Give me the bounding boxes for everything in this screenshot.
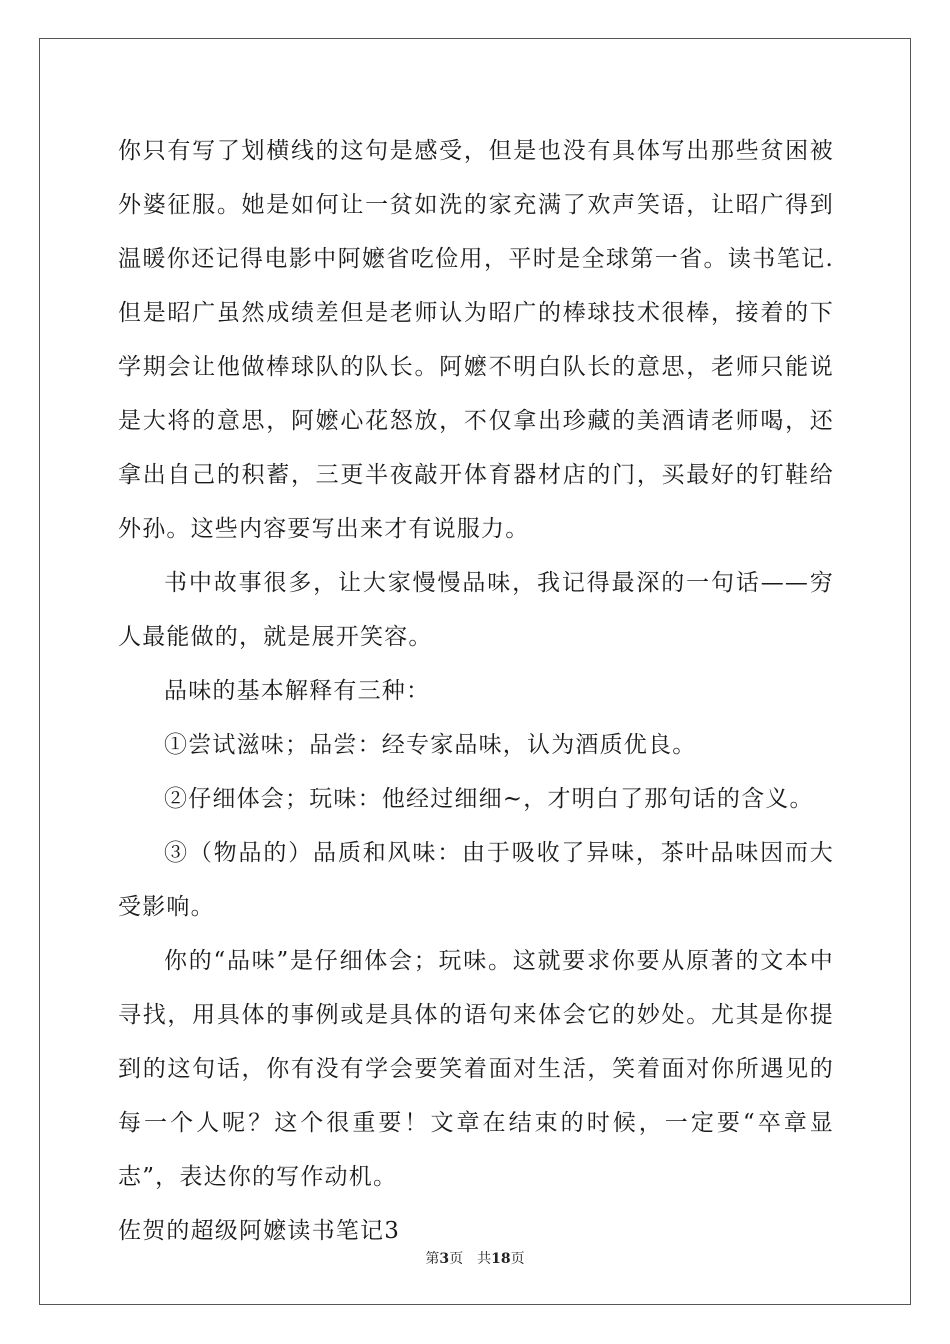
page-suffix: 页 xyxy=(449,1251,464,1267)
paragraph-3: 品味的基本解释有三种： xyxy=(164,678,431,704)
total-suffix: 页 xyxy=(510,1251,525,1267)
total-pages: 18 xyxy=(491,1251,511,1267)
paragraph-1: 你只有写了划横线的这句是感受，但是也没有具体写出那些贫困被外婆征服。她是如何让一贫如洗的家充满了欢声笑语，让昭广得到温暖你还记得电影中阿嬷省吃俭用，平时是全球第一省。读书笔记.但是昭广虽然成绩差但是老师认为昭广的棒球技术很棒，接着的下学期会让他做棒球队的队长。阿嬷不明白队长的意思，老师只能说是大将的意思，阿嬷心花怒放，不仅拿出珍藏的美酒请老师喝，还拿出自己的积蓄，三更半夜敲开体育器材店的门，买最好的钉鞋给外孙。这些内容要写出来才有说服力。 xyxy=(118,138,834,542)
paragraph-7: 你的“品味”是仔细体会；玩味。这就要求你要从原著的文本中寻找，用具体的事例或是具体的语句来体会它的妙处。尤其是你提到的这句话，你有没有学会要笑着面对生活，笑着面对你所遇见的每一个人呢？这个很重要！文章在结束的时候，一定要“卒章显志”，表达你的写作动机。 xyxy=(118,948,834,1190)
page-footer xyxy=(0,1248,950,1268)
paragraph-5: ②仔细体会；玩味：他经过细细~，才明白了那句话的含义。 xyxy=(164,786,814,812)
document-body xyxy=(118,124,834,1258)
page-prefix: 第 xyxy=(425,1251,440,1267)
paragraph-6: ③（物品的）品质和风味：由于吸收了异味，茶叶品味因而大受影响。 xyxy=(118,840,834,920)
section-heading: 佐贺的超级阿嬷读书笔记3 xyxy=(118,1218,401,1244)
page-number: 3 xyxy=(439,1251,450,1267)
total-prefix: 共 xyxy=(477,1251,492,1267)
paragraph-2: 书中故事很多，让大家慢慢品味，我记得最深的一句话——穷人最能做的，就是展开笑容。 xyxy=(118,570,834,650)
paragraph-4: ①尝试滋味；品尝：经专家品味，认为酒质优良。 xyxy=(164,732,697,758)
